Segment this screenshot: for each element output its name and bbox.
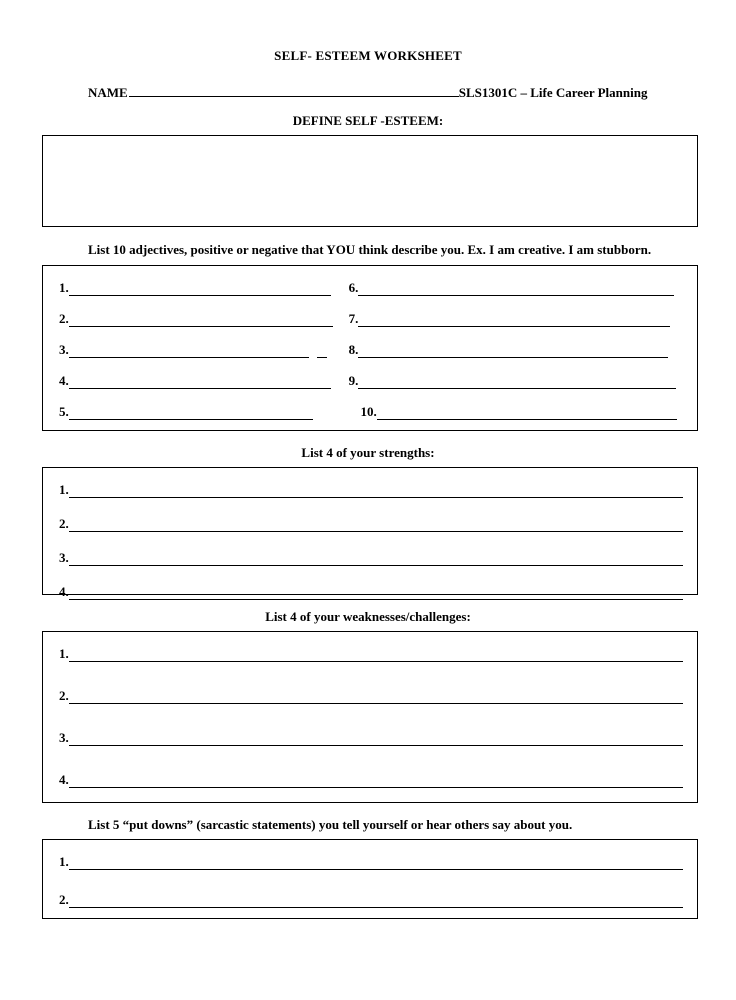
- strength-number: 2.: [59, 515, 69, 531]
- adjective-number: 7.: [348, 310, 359, 326]
- list-item[interactable]: [53, 550, 683, 566]
- strength-number: 3.: [59, 549, 69, 565]
- page-title: SELF- ESTEEM WORKSHEET: [274, 48, 462, 63]
- strengths-heading: List 4 of your strengths:: [301, 444, 435, 460]
- putdown-number: 2.: [59, 891, 69, 907]
- strength-input-4[interactable]: [69, 587, 683, 600]
- adjective-number: 5.: [59, 403, 69, 419]
- list-item[interactable]: [53, 482, 683, 498]
- weakness-number: 1.: [59, 645, 69, 661]
- list-item[interactable]: [53, 516, 683, 532]
- adjectives-row: [53, 373, 679, 389]
- name-label: NAME: [88, 85, 128, 100]
- adjective-number: 4.: [59, 372, 69, 388]
- adjectives-row: [53, 311, 679, 327]
- list-item[interactable]: [53, 854, 683, 870]
- adjective-input-2[interactable]: [69, 314, 333, 327]
- weakness-input-3[interactable]: [69, 733, 683, 746]
- adjective-input-10[interactable]: [377, 407, 677, 420]
- weakness-number: 4.: [59, 771, 69, 787]
- name-input[interactable]: [129, 84, 459, 97]
- adjective-input-1[interactable]: [69, 283, 331, 296]
- define-self-esteem-answer-box[interactable]: [42, 135, 698, 227]
- list-item[interactable]: [343, 311, 679, 327]
- adjective-number: 3.: [59, 341, 69, 357]
- weakness-input-4[interactable]: [69, 775, 683, 788]
- list-item[interactable]: [53, 404, 332, 420]
- list-item[interactable]: [53, 373, 343, 389]
- strength-input-1[interactable]: [69, 485, 683, 498]
- list-item[interactable]: [332, 404, 679, 420]
- adjective-input-8[interactable]: [358, 345, 668, 358]
- list-item[interactable]: [53, 730, 683, 746]
- adjective-number: 9.: [348, 372, 359, 388]
- strength-input-3[interactable]: [69, 553, 683, 566]
- weaknesses-box: [42, 631, 698, 803]
- adjective-input-5[interactable]: [69, 407, 313, 420]
- list-item[interactable]: [53, 280, 343, 296]
- putdown-input-2[interactable]: [69, 895, 683, 908]
- adjective-line-3-extra: [317, 345, 327, 358]
- adjectives-box: [42, 265, 698, 431]
- adjectives-instruction: List 10 adjectives, positive or negative that YOU think describe you. Ex. I am creative. I am stubborn.: [88, 242, 652, 257]
- strength-number: 1.: [59, 481, 69, 497]
- adjective-number: 6.: [348, 279, 359, 295]
- putdown-input-1[interactable]: [69, 857, 683, 870]
- list-item[interactable]: [53, 772, 683, 788]
- define-self-esteem-heading: DEFINE SELF -ESTEEM:: [292, 113, 444, 128]
- adjective-input-7[interactable]: [358, 314, 670, 327]
- list-item[interactable]: [53, 311, 343, 327]
- weakness-input-2[interactable]: [69, 691, 683, 704]
- weakness-input-1[interactable]: [69, 649, 683, 662]
- list-item[interactable]: [53, 342, 343, 358]
- adjective-number: 10.: [360, 403, 377, 419]
- adjectives-row: [53, 280, 679, 296]
- list-item[interactable]: [343, 342, 679, 358]
- putdown-number: 1.: [59, 853, 69, 869]
- strength-input-2[interactable]: [69, 519, 683, 532]
- adjective-number: 1.: [59, 279, 69, 295]
- adjective-input-4[interactable]: [69, 376, 331, 389]
- weakness-number: 3.: [59, 729, 69, 745]
- list-item[interactable]: [53, 584, 683, 600]
- list-item[interactable]: [53, 688, 683, 704]
- adjective-input-9[interactable]: [358, 376, 676, 389]
- putdowns-heading: List 5 “put downs” (sarcastic statements) you tell yourself or hear others say about you.: [88, 816, 573, 832]
- name-row: [0, 84, 736, 101]
- adjective-number: 2.: [59, 310, 69, 326]
- list-item[interactable]: [343, 280, 679, 296]
- weakness-number: 2.: [59, 687, 69, 703]
- adjective-input-6[interactable]: [358, 283, 674, 296]
- strength-number: 4.: [59, 583, 69, 599]
- adjective-input-3[interactable]: [69, 345, 309, 358]
- list-item[interactable]: [53, 892, 683, 908]
- adjective-number: 8.: [348, 341, 359, 357]
- list-item[interactable]: [53, 646, 683, 662]
- adjectives-row: [53, 342, 679, 358]
- adjectives-row: [53, 404, 679, 420]
- strengths-box: [42, 467, 698, 599]
- course-label: SLS1301C – Life Career Planning: [458, 85, 648, 100]
- putdowns-box: [42, 839, 698, 919]
- worksheet-page: [0, 48, 736, 1000]
- weaknesses-heading: List 4 of your weaknesses/challenges:: [265, 608, 471, 624]
- list-item[interactable]: [343, 373, 679, 389]
